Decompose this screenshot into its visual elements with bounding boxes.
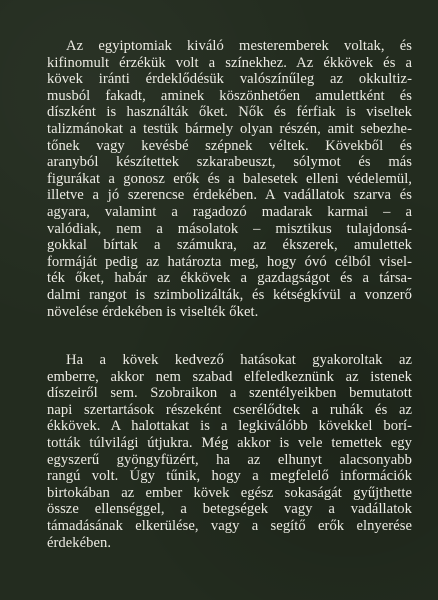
text-line: illetve a jó szerencse érdekében. A vadállatok szarva és [47,187,412,204]
text-line: növelése érdekében is viselték őket. [47,303,259,320]
text-line: emberre, akkor nem szabad elfeledkeznünk az istenek [47,368,412,385]
text-line: talizmánokat a testük bármely olyan részén, amit sebezhe- [47,120,412,137]
text-line: dalmi rangot is szimbolizálták, és kétségkívül a vonzerő [47,286,412,303]
text-line: birtokában az ember kövek egész sokaságát gyűjthette [47,484,412,501]
text-line: figurákat a gonosz erők és a balesetek elleni védelemül, [47,170,412,187]
text-line: díszeiről sem. Szobraikon a szentélyeikben bemutatott [47,385,412,402]
text-line: kifinomult érzékük volt a színekhez. Az ékkövek és a [47,54,412,71]
text-line: kövek iránti érdeklődésük valószínűleg az okkultiz- [47,71,412,88]
text-line: musból fakadt, aminek köszönhetően amulettként és [47,87,412,104]
text-line: agyara, valamint a ragadozó madarak karmai – a [47,203,412,220]
text-line: ték őket, habár az ékkövek a gazdagságot és a társa- [47,270,412,287]
text-line: tották túlvilági útjukra. Még akkor is vele temettek egy [47,434,412,451]
text-line: gokkal bírtak a számukra, az ékszerek, amulettek [47,237,412,254]
text-line: tőnek vagy kevésbé szépnek véltek. Kövekből és [47,137,412,154]
text-line: ékkövek. A halottakat is a legkiválóbb kövekkel borí- [47,418,412,435]
text-line: támadásának elkerülése, vagy a segítő erők elnyerése [47,517,412,534]
paragraph-2 [47,352,412,551]
text-line: díszként is használták őket. Nők és férfiak is viseltek [47,104,412,121]
text-line: érdekében. [47,534,112,551]
text-line: valódiak, nem a másolatok – misztikus tulajdonsá- [47,220,412,237]
text-line: össze ellenséggel, a betegségek vagy a vadállatok [47,501,412,518]
text-line: rangú volt. Úgy tűnik, hogy a megfelelő információk [47,468,412,485]
paragraph-1 [47,38,412,320]
text-line: aranyból készítettek szkarabeuszt, sólymot és más [47,154,412,171]
text-line: egyszerű gyöngyfüzért, ha az elhunyt alacsonyabb [47,451,412,468]
text-line: Az egyiptomiak kiváló mesteremberek voltak, és [66,38,412,54]
text-line: napi szertartások részeként cserélődtek a ruhák és az [47,401,412,418]
text-line: Ha a kövek kedvező hatásokat gyakoroltak az [66,352,412,368]
text-line: formáját pedig az határozta meg, hogy óvó célból visel- [47,253,412,270]
